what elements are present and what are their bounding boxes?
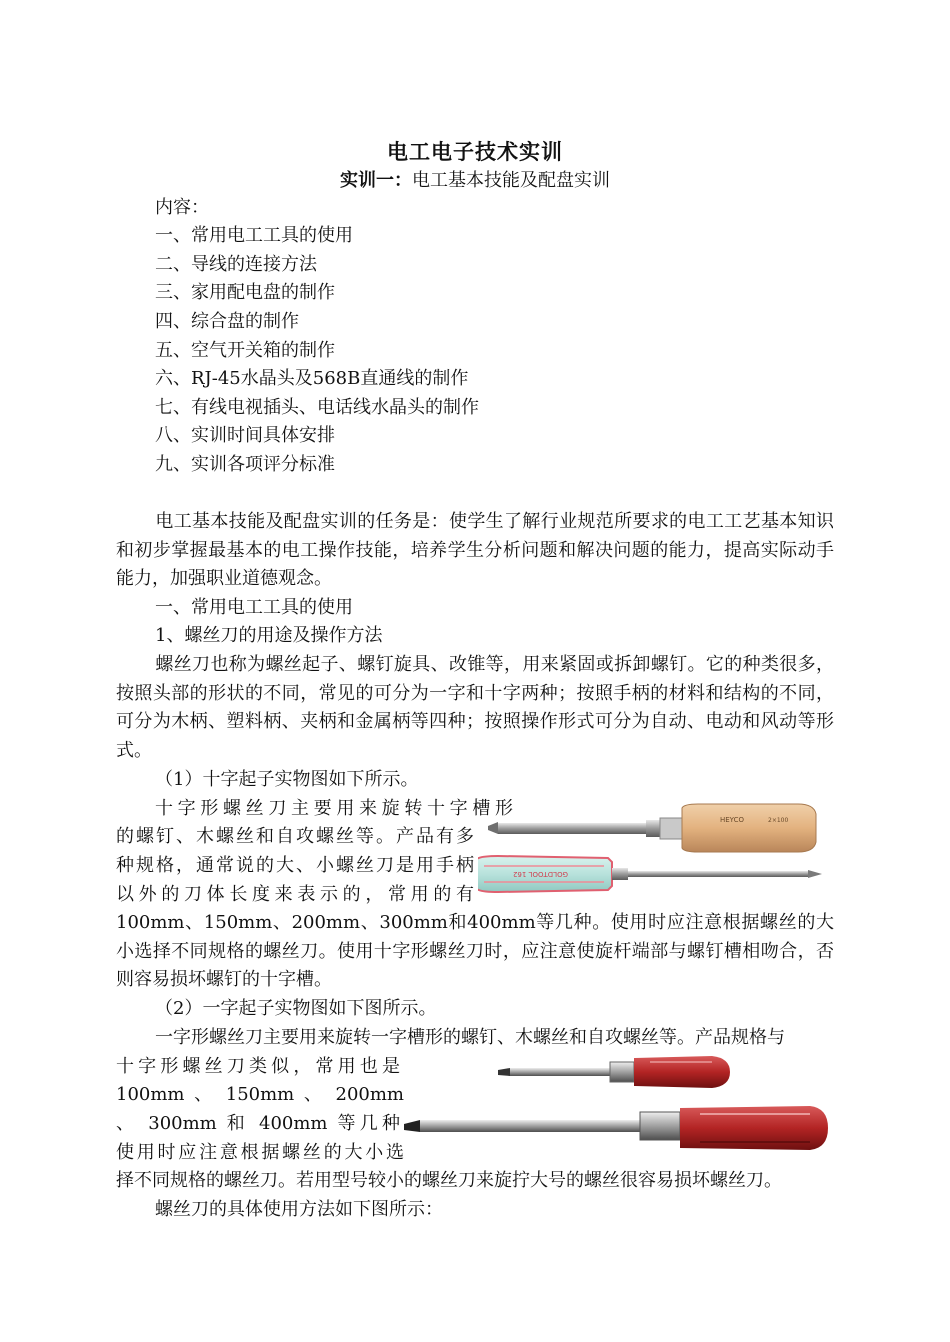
toc-item: 五、空气开关箱的制作 <box>155 340 335 361</box>
wood-handle-code: 2×100 <box>768 817 789 824</box>
task-paragraph: 电工基本技能及配盘实训的任务是：使学生了解行业规范所要求的电工工艺基本知识和初步掌握最基本的电工操作技能，培养学生分析问题和解决问题的能力，提高实际动手能力，加强职业道德观念。 <box>116 511 834 590</box>
wood-handle-screwdriver <box>488 804 816 852</box>
cross-line: 十字形螺丝刀主要用来旋转十字槽形 <box>155 798 513 819</box>
toc-item: 七、有线电视插头、电话线水晶头的制作 <box>155 397 479 418</box>
toc-item: 三、家用配电盘的制作 <box>155 282 335 303</box>
wood-handle-brand: HEYCO <box>720 816 744 824</box>
plastic-handle-brand: GOLDTOOL 162 <box>512 870 568 878</box>
flat-line: 十字形螺丝刀类似，常用也是 <box>116 1056 400 1077</box>
cross-line: 的螺钉、木螺丝和自攻螺丝等。产品有多 <box>116 826 474 847</box>
phillips-screwdriver-photo <box>478 800 830 900</box>
toc-item: 二、导线的连接方法 <box>155 254 317 275</box>
section-heading: 一、常用电工工具的使用 <box>155 597 353 618</box>
cross-caption: （1）十字起子实物图如下所示。 <box>155 769 419 790</box>
document-title: 电工电子技术实训 <box>387 139 563 164</box>
flat-line: 、 300mm 和 400mm 等几种 <box>116 1113 400 1134</box>
flat-line: 使用时应注意根据螺丝的大小选 <box>116 1142 404 1163</box>
cross-line: 以外的刀体长度来表示的，常用的有 <box>116 884 474 905</box>
toc-item: 四、综合盘的制作 <box>155 311 299 332</box>
subsection-heading: 1、螺丝刀的用途及操作方法 <box>155 625 383 646</box>
small-flat-screwdriver <box>498 1056 730 1088</box>
plastic-handle-screwdriver <box>478 856 822 892</box>
toc-item: 六、RJ-45水晶头及568B直通线的制作 <box>155 368 469 389</box>
flat-rest-line: 择不同规格的螺丝刀。若用型号较小的螺丝刀来旋拧大号的螺丝很容易损坏螺丝刀。 <box>116 1170 782 1191</box>
toc-item: 九、实训各项评分标准 <box>155 454 335 475</box>
cross-paragraph-rest: 100mm、150mm、200mm、300mm和400mm等几种。使用时应注意根据螺丝的大小选择不同规格的螺丝刀。使用十字形螺丝刀时，应注意使旋杆端部与螺钉槽相吻合，否则容易损坏螺钉的十字槽。 <box>116 912 834 991</box>
subtitle-rest: 电工基本技能及配盘实训 <box>412 170 610 191</box>
document-subtitle <box>0 166 950 192</box>
flat-caption: （2）一字起子实物图如下图所示。 <box>155 998 437 1019</box>
usage-line: 螺丝刀的具体使用方法如下图所示： <box>155 1199 443 1220</box>
flat-screwdriver-photo <box>400 1050 832 1165</box>
large-flat-screwdriver <box>404 1106 828 1150</box>
flat-line: 100mm 、 150mm 、 200mm <box>116 1084 404 1105</box>
subtitle-bold: 实训一： <box>340 170 412 191</box>
toc-item: 一、常用电工工具的使用 <box>155 225 353 246</box>
screwdriver-paragraph: 螺丝刀也称为螺丝起子、螺钉旋具、改锥等，用来紧固或拆卸螺钉。它的种类很多，按照头部的形状的不同，常见的可分为一字和十字两种；按照手柄的材料和结构的不同，可分为木柄、塑料柄、夹柄和金属柄等四种；按照操作形式可分为自动、电动和风动等形式。 <box>116 654 834 761</box>
cross-line: 种规格，通常说的大、小螺丝刀是用手柄 <box>116 855 474 876</box>
contents-label: 内容： <box>155 197 209 218</box>
flat-first-line: 一字形螺丝刀主要用来旋转一字槽形的螺钉、木螺丝和自攻螺丝等。产品规格与 <box>155 1027 785 1048</box>
toc-item: 八、实训时间具体安排 <box>155 425 335 446</box>
